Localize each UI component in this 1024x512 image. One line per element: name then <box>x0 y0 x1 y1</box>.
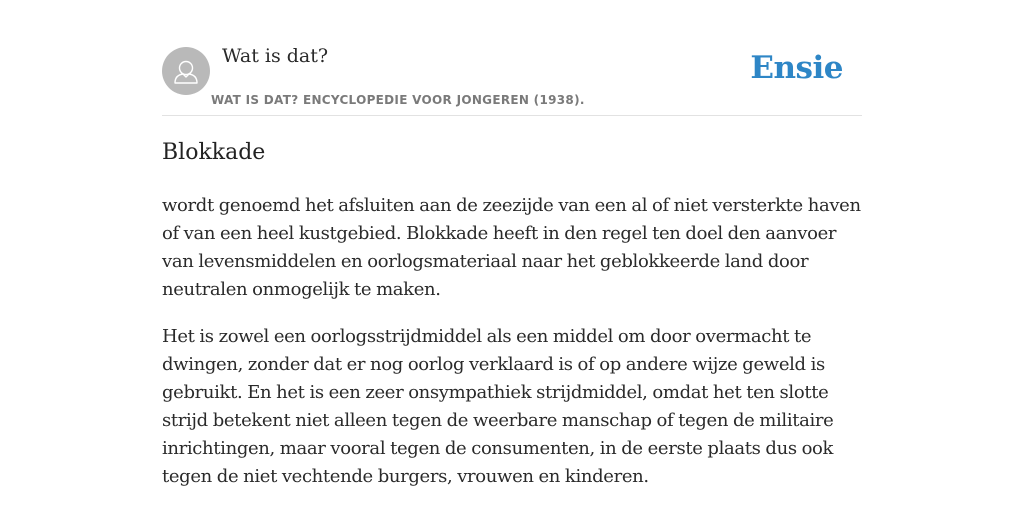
source-subtitle[interactable]: WAT IS DAT? ENCYCLOPEDIE VOOR JONGEREN (1938). <box>211 93 585 107</box>
ensie-logo-link[interactable]: Ensie <box>750 50 843 86</box>
page-container <box>162 0 862 487</box>
article-body <box>162 192 867 510</box>
source-title[interactable]: Wat is dat? <box>222 45 329 67</box>
source-avatar[interactable] <box>162 47 210 95</box>
user-icon <box>162 47 210 95</box>
article-paragraph: wordt genoemd het afsluiten aan de zeezijde van een al of niet versterkte haven of van een heel kustgebied. Blokkade heeft in den regel ten doel den aanvoer van levensmiddelen en oorlogsmateriaal naar het geblokkeerde land door neutralen onmogelijk te maken. <box>162 195 861 300</box>
source-header <box>162 0 862 116</box>
article-title: Blokkade <box>162 140 266 165</box>
article-paragraph: Het is zowel een oorlogsstrijdmiddel als een middel om door overmacht te dwingen, zonder dat er nog oorlog verklaard is of op andere wijze geweld is gebruikt. En het is een zeer onsympathiek strijdmiddel, omdat het ten slotte strijd betekent niet alleen tegen de weerbare manschap of tegen de militaire inrichtingen, maar vooral tegen de consumenten, in de eerste plaats dus ook tegen de niet vechtende burgers, vrouwen en kinderen. <box>162 326 834 487</box>
